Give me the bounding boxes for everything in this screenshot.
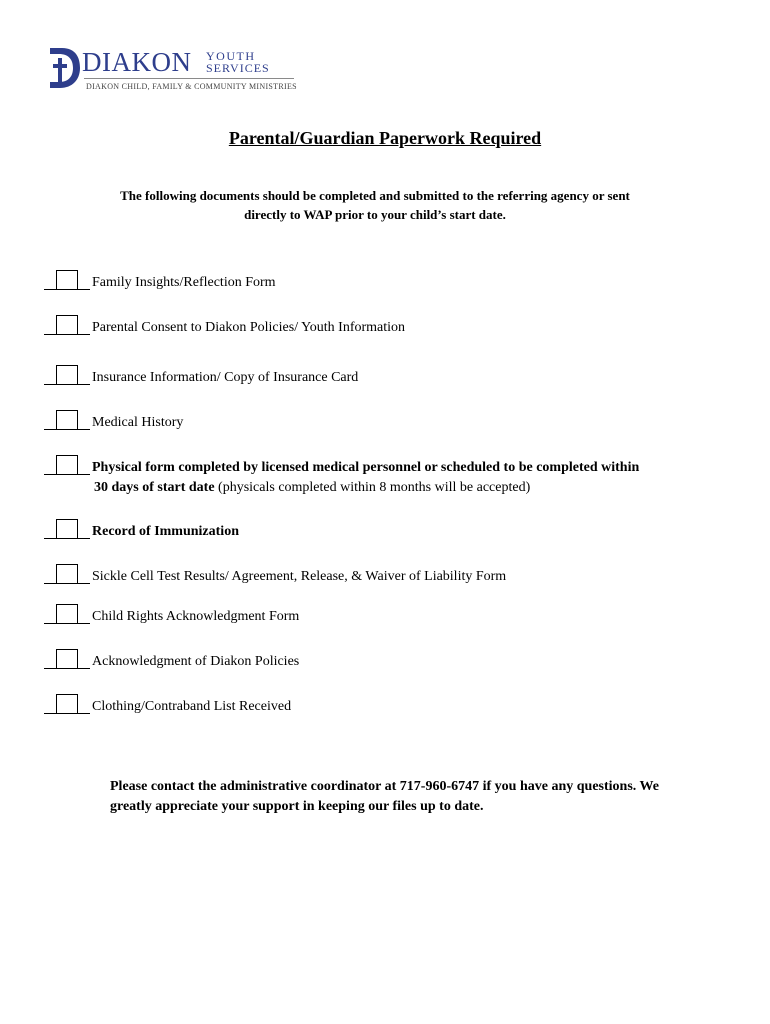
logo-divider bbox=[84, 78, 294, 79]
checklist-item-label: Physical form completed by licensed medical personnel or scheduled to be completed within bbox=[92, 460, 640, 475]
checklist-item-label: Insurance Information/ Copy of Insurance Card bbox=[92, 370, 359, 385]
closing-paragraph: Please contact the administrative coordinator at 717-960-6747 if you have any questions. We greatly appreciate your support in keeping our files up to date. bbox=[110, 779, 659, 814]
intro-paragraph: The following documents should be completed and submitted to the referring agency or sent directly to WAP prior to your child’s start date. bbox=[120, 188, 630, 222]
diakon-d-cross-icon bbox=[44, 44, 82, 92]
checkbox[interactable] bbox=[56, 519, 78, 539]
checklist-item-label: Record of Immunization bbox=[92, 524, 239, 539]
checkbox[interactable] bbox=[56, 564, 78, 584]
checklist-item-label: Medical History bbox=[92, 415, 184, 430]
logo-youth-text: YOUTH bbox=[206, 49, 256, 63]
continuation-bold-text: 30 days of start date bbox=[94, 480, 215, 495]
checkbox[interactable] bbox=[56, 694, 78, 714]
diakon-logo bbox=[44, 44, 304, 96]
continuation-text: (physicals completed within 8 months will be accepted) bbox=[214, 480, 531, 495]
checklist-item-label: Parental Consent to Diakon Policies/ Youth Information bbox=[92, 320, 406, 335]
checkbox[interactable] bbox=[56, 455, 78, 475]
checklist-item-label: Family Insights/Reflection Form bbox=[92, 275, 276, 290]
checkbox[interactable] bbox=[56, 410, 78, 430]
checklist-item-continuation bbox=[94, 479, 530, 497]
checkbox[interactable] bbox=[56, 365, 78, 385]
checklist-item-label: Acknowledgment of Diakon Policies bbox=[92, 654, 300, 669]
checklist-item-label: Child Rights Acknowledgment Form bbox=[92, 609, 300, 624]
checkbox[interactable] bbox=[56, 270, 78, 290]
logo-brand-text: DIAKON bbox=[82, 47, 192, 77]
checkbox[interactable] bbox=[56, 649, 78, 669]
checkbox[interactable] bbox=[56, 604, 78, 624]
page-title: Parental/Guardian Paperwork Required bbox=[228, 128, 542, 148]
checklist-item-label: Clothing/Contraband List Received bbox=[92, 699, 292, 714]
checklist-item-label: Sickle Cell Test Results/ Agreement, Release, & Waiver of Liability Form bbox=[92, 569, 507, 584]
checkbox[interactable] bbox=[56, 315, 78, 335]
logo-services-text: SERVICES bbox=[206, 61, 270, 75]
logo-tagline: DIAKON CHILD, FAMILY & COMMUNITY MINISTRIES bbox=[86, 82, 297, 91]
